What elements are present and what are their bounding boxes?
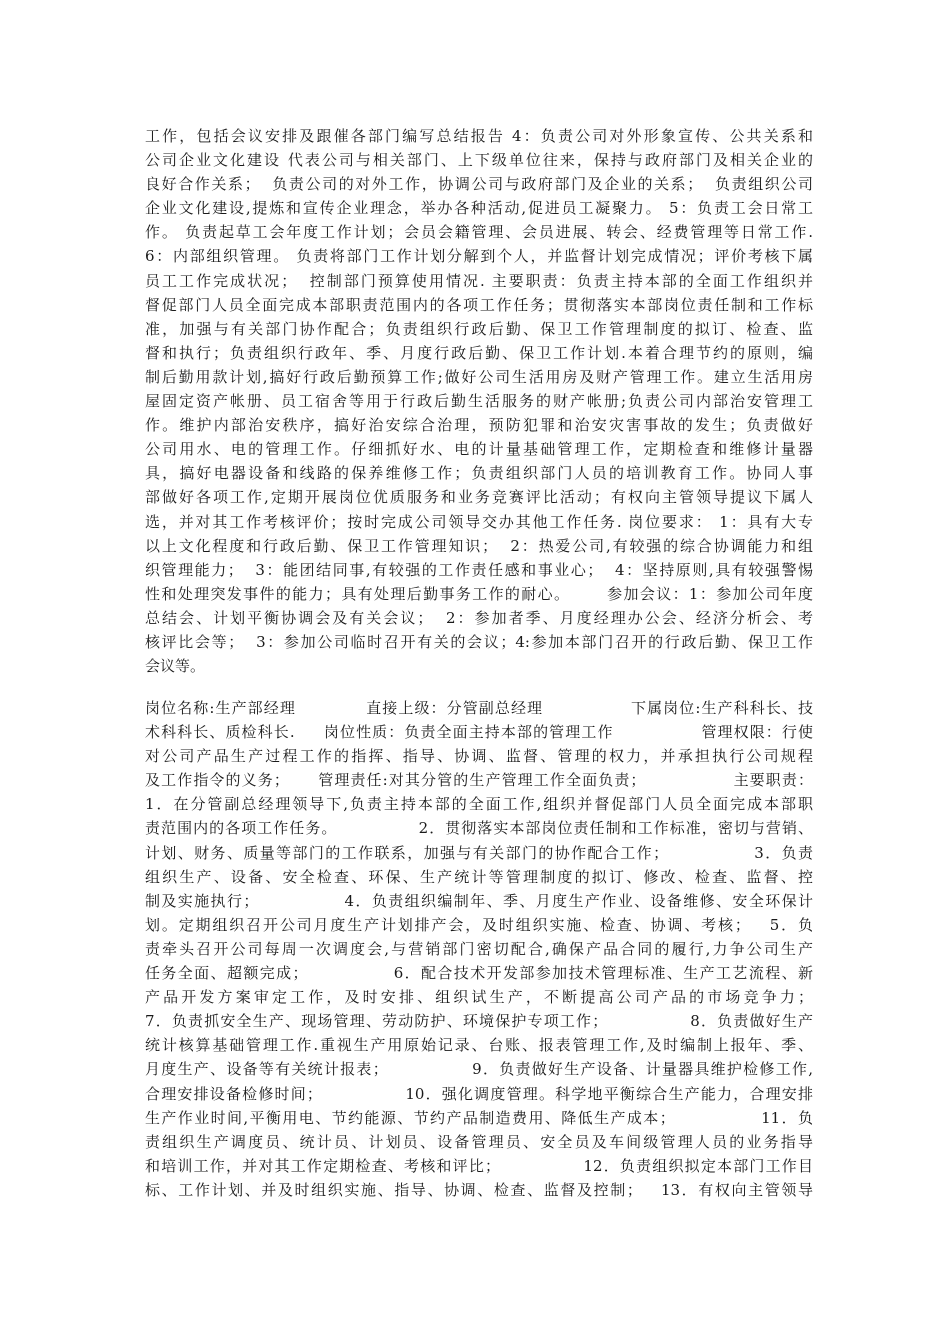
text-line: 良好合作关系； 负责公司的对外工作，协调公司与政府部门及企业的关系； 负责组织公司: [145, 175, 813, 194]
admin-duties-section: [145, 124, 813, 678]
text-line: 选，并对其工作考核评价；按时完成公司领导交办其他工作任务. 岗位要求： 1：具有大专: [145, 512, 813, 531]
text-line: 及工作指令的义务； 管理责任:对其分管的生产管理工作全面负责； 主要职责：: [145, 771, 813, 790]
text-line: 核评比会等； 3：参加公司临时召开有关的会议；4:参加本部门召开的行政后勤、保卫工作: [145, 632, 813, 651]
text-line: 制及实施执行； 4．负责组织编制年、季、月度生产作业、设备维修、安全环保计: [145, 891, 813, 910]
text-line: 员工工作完成状况； 控制部门预算使用情况. 主要职责：负责主持本部的全面工作组织并: [145, 271, 813, 290]
text-line: 屋固定资产帐册、员工宿舍等用于行政后勤生活服务的财产帐册;负责公司内部治安管理工: [145, 392, 813, 411]
text-line: 术科科长、质检科长. 岗位性质：负责全面主持本部的管理工作 管理权限：行使: [145, 723, 813, 742]
text-line: 6：内部组织管理。 负责将部门工作计划分解到个人，并监督计划完成情况；评价考核下属: [145, 247, 813, 266]
text-line: 7．负责抓安全生产、现场管理、劳动防护、环境保护专项工作； 8．负责做好生产: [145, 1012, 813, 1031]
text-line: 产品开发方案审定工作，及时安排、组织试生产，不断提高公司产品的市场竞争力；: [145, 988, 813, 1007]
text-line: 组织生产、设备、安全检查、环保、生产统计等管理制度的拟订、修改、检查、监督、控: [145, 867, 813, 886]
text-line: 以上文化程度和行政后勤、保卫工作管理知识； 2：热爱公司,有较强的综合协调能力和组: [145, 536, 813, 555]
text-line: 月度生产、设备等有关统计报表； 9．负责做好生产设备、计量器具维护检修工作,: [145, 1060, 813, 1079]
text-line: 合理安排设备检修时间； 10．强化调度管理。科学地平衡综合生产能力，合理安排: [145, 1084, 813, 1103]
text-line: 具，搞好电器设备和线路的保养维修工作；负责组织部门人员的培训教育工作。协同人事: [145, 464, 813, 483]
text-line: 1．在分管副总经理领导下,负责主持本部的全面工作,组织并督促部门人员全面完成本部职: [145, 795, 813, 814]
text-line: 岗位名称:生产部经理 直接上级：分管副总经理 下属岗位:生产科科长、技: [145, 699, 813, 717]
text-line: 工作，包括会议安排及跟催各部门编写总结报告 4：负责公司对外形象宣传、公共关系和: [145, 127, 813, 145]
text-line: 公司企业文化建设 代表公司与相关部门、上下级单位往来，保持与政府部门及相关企业的: [145, 151, 813, 170]
text-line: 标、工作计划、并及时组织实施、指导、协调、检查、监督及控制； 13．有权向主管领导: [145, 1180, 813, 1199]
text-line: 部做好各项工作,定期开展岗位优质服务和业务竞赛评比活动；有权向主管领导提议下属人: [145, 488, 813, 507]
text-line: 作。 负责起草工会年度工作计划；会员会籍管理、会员进展、转会、经费管理等日常工作.: [145, 223, 813, 242]
production-manager-section: [145, 696, 813, 1202]
text-line: 生产作业时间,平衡用电、节约能源、节约产品制造费用、降低生产成本； 11．负: [145, 1108, 813, 1127]
text-line: 总结会、计划平衡协调会及有关会议； 2：参加者季、月度经理办公会、经济分析会、考: [145, 608, 813, 627]
text-line: 准，加强与有关部门协作配合；负责组织行政后勤、保卫工作管理制度的拟订、检查、监: [145, 319, 813, 338]
text-line: 责牵头召开公司每周一次调度会,与营销部门密切配合,确保产品合同的履行,力争公司生产: [145, 939, 813, 958]
text-line: 会议等。: [145, 657, 206, 676]
text-line: 作。维护内部治安秩序，搞好治安综合治理，预防犯罪和治安灾害事故的发生；负责做好: [145, 416, 813, 435]
text-line: 督和执行；负责组织行政年、季、月度行政后勤、保卫工作计划.本着合理节约的原则，编: [145, 343, 813, 362]
text-line: 责组织生产调度员、统计员、计划员、设备管理员、安全员及车间级管理人员的业务指导: [145, 1132, 813, 1151]
text-line: 制后勤用款计划,搞好行政后勤预算工作;做好公司生活用房及财产管理工作。建立生活用房: [145, 367, 813, 386]
text-line: 织管理能力； 3：能团结同事,有较强的工作责任感和事业心； 4：坚持原则,具有较强警惕: [145, 560, 813, 579]
text-line: 统计核算基础管理工作.重视生产用原始记录、台账、报表管理工作,及时编制上报年、季、: [145, 1036, 813, 1055]
text-line: 企业文化建设,提炼和宣传企业理念，举办各种活动,促进员工凝聚力。 5：负责工会日常工: [145, 199, 813, 218]
text-line: 划。定期组织召开公司月度生产计划排产会，及时组织实施、检查、协调、考核； 5．负: [145, 915, 813, 934]
text-line: 性和处理突发事件的能力；具有处理后勤事务工作的耐心。 参加会议：1：参加公司年度: [145, 584, 813, 603]
text-line: 责范围内的各项工作任务。 2．贯彻落实本部岗位责任制和工作标准，密切与营销、: [145, 819, 813, 838]
text-line: 督促部门人员全面完成本部职责范围内的各项工作任务；贯彻落实本部岗位责任制和工作标: [145, 295, 813, 314]
text-line: 任务全面、超额完成； 6．配合技术开发部参加技术管理标准、生产工艺流程、新: [145, 964, 813, 983]
text-line: 对公司产品生产过程工作的指挥、指导、协调、监督、管理的权力，并承担执行公司规程: [145, 747, 813, 766]
text-line: 公司用水、电的管理工作。仔细抓好水、电的计量基础管理工作，定期检查和维修计量器: [145, 440, 813, 459]
text-line: 和培训工作，并对其工作定期检查、考核和评比； 12．负责组织拟定本部门工作目: [145, 1156, 813, 1175]
text-line: 计划、财务、质量等部门的工作联系，加强与有关部门的协作配合工作； 3．负责: [145, 843, 813, 862]
